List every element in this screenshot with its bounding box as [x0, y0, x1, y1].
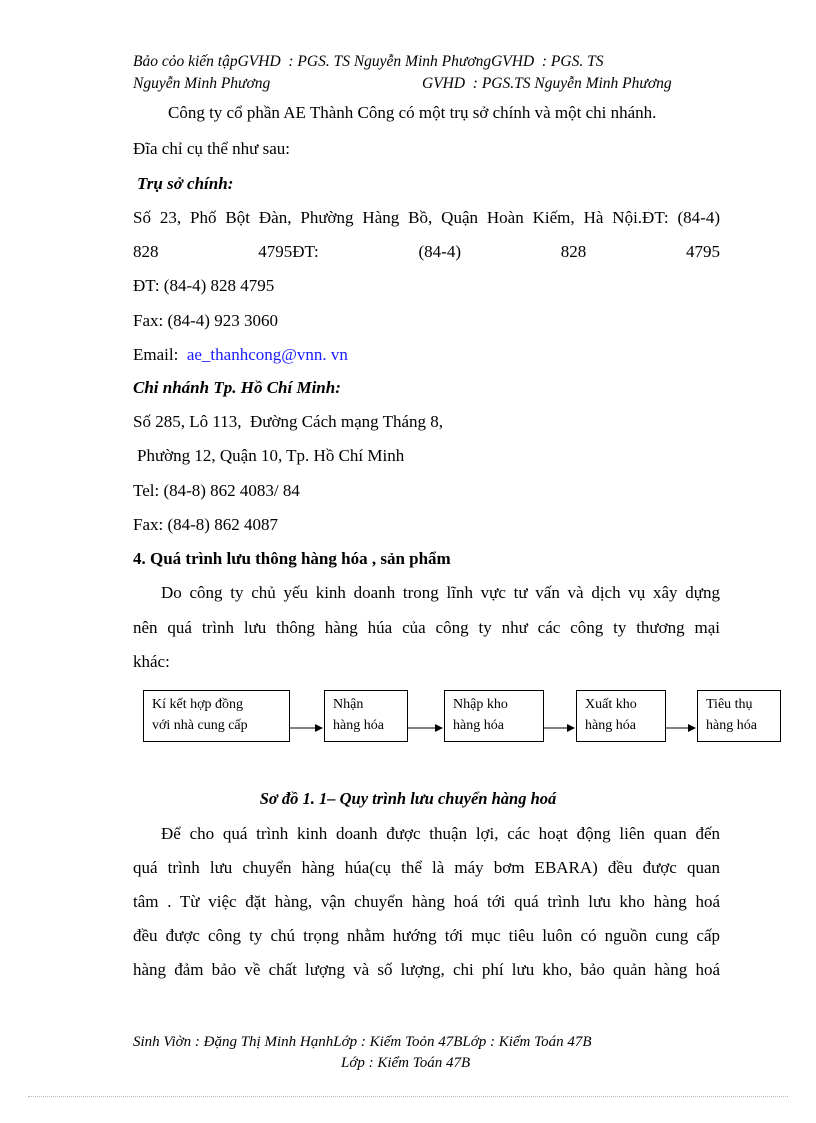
- hq-phone: ĐT: (84-4) 828 4795: [133, 276, 275, 295]
- flow-step-2-line-1: Nhận: [333, 697, 364, 712]
- header-line-1: Bảo cỏo kiến tậpGVHD : PGS. TS Nguyễn Minh PhươngGVHD : PGS. TS: [133, 53, 604, 70]
- flow-step-1-line-2: với nhà cung cấp: [152, 718, 248, 733]
- hq-phone-row-part-3: (84-4): [418, 242, 461, 261]
- footer-line-2: Lớp : Kiểm Toán 47B: [341, 1055, 471, 1071]
- hq-phone-row-part-1: 828: [133, 242, 159, 261]
- para2-line-1: Để cho quá trình kinh doanh được thuận lợi, các hoạt động liên quan đến: [161, 824, 720, 843]
- branch-address-1: Số 285, Lô 113, Đường Cách mạng Tháng 8,: [133, 412, 444, 431]
- flow-step-2-line-2: hàng hóa: [333, 718, 384, 733]
- para2-line-4: đều được công ty chú trọng nhằm hướng tới mục tiêu luôn có nguồn cung cấp: [133, 926, 720, 945]
- header-line-2-right: GVHD : PGS.TS Nguyễn Minh Phương: [422, 75, 672, 92]
- hq-address: Số 23, Phố Bột Đàn, Phường Hàng Bồ, Quận Hoàn Kiếm, Hà Nội.ĐT: (84-4): [133, 208, 720, 227]
- flow-step-5-line-2: hàng hóa: [706, 718, 757, 733]
- flow-step-5-line-1: Tiêu thụ: [706, 697, 753, 712]
- flow-step-3-line-1: Nhập kho: [453, 697, 508, 712]
- hq-phone-row-part-5: 4795: [685, 242, 720, 261]
- footer-line-1: Sinh Viờn : Đặng Thị Minh HạnhLớp : Kiểm Toỏn 47BLớp : Kiểm Toán 47B: [133, 1034, 592, 1050]
- para2-line-5: hàng đảm bảo về chất lượng và số lượng, chi phí lưu kho, bảo quản hàng hoá: [133, 960, 720, 979]
- flow-step-4-line-1: Xuất kho: [585, 697, 637, 712]
- flow-step-4-line-2: hàng hóa: [585, 718, 636, 733]
- hq-phone-row-part-4: 828: [560, 242, 587, 261]
- para1-line-1: Do công ty chủ yếu kinh doanh trong lĩnh vực tư vấn và dịch vụ xây dựng: [161, 583, 720, 602]
- intro-text: Công ty cổ phần AE Thành Công có một trụ sở chính và một chi nhánh.: [168, 103, 657, 122]
- hq-phone-row-part-2: 4795ĐT:: [258, 242, 319, 261]
- flow-step-3-line-2: hàng hóa: [453, 718, 504, 733]
- hq-fax: Fax: (84-4) 923 3060: [133, 311, 278, 330]
- branch-address-2: Phường 12, Quận 10, Tp. Hồ Chí Minh: [137, 446, 405, 465]
- branch-tel: Tel: (84-8) 862 4083/ 84: [133, 481, 300, 500]
- header-line-2-left: Nguyễn Minh Phương: [133, 75, 271, 92]
- diagram-caption: Sơ đồ 1. 1– Quy trình lưu chuyển hàng hoá: [259, 789, 557, 808]
- section-heading: 4. Quá trình lưu thông hàng hóa , sản phẩm: [133, 549, 451, 568]
- email-label: Email:: [133, 345, 179, 364]
- para2-line-2: quá trình lưu chuyển hàng húa(cụ thể là máy bơm EBARA) đều được quan: [133, 858, 720, 877]
- email-link[interactable]: ae_thanhcong@vnn. vn: [186, 345, 348, 364]
- para1-line-2: nên quá trình lưu thông hàng húa của công ty như các công ty thương mại: [133, 618, 720, 637]
- para1-line-3: khác:: [133, 652, 170, 671]
- address-label: Đĩa chỉ cụ thể như sau:: [133, 139, 290, 158]
- flow-step-1-line-1: Kí kết hợp đồng: [152, 697, 244, 712]
- para2-line-3: tâm . Từ việc đặt hàng, vận chuyển hàng hoá tới quá trình lưu kho hàng hoá: [133, 892, 720, 911]
- page-bottom-divider: [28, 1096, 788, 1097]
- branch-fax: Fax: (84-8) 862 4087: [133, 515, 278, 534]
- hq-title: Trụ sở chính:: [137, 174, 234, 193]
- branch-title: Chi nhánh Tp. Hồ Chí Minh:: [133, 378, 341, 397]
